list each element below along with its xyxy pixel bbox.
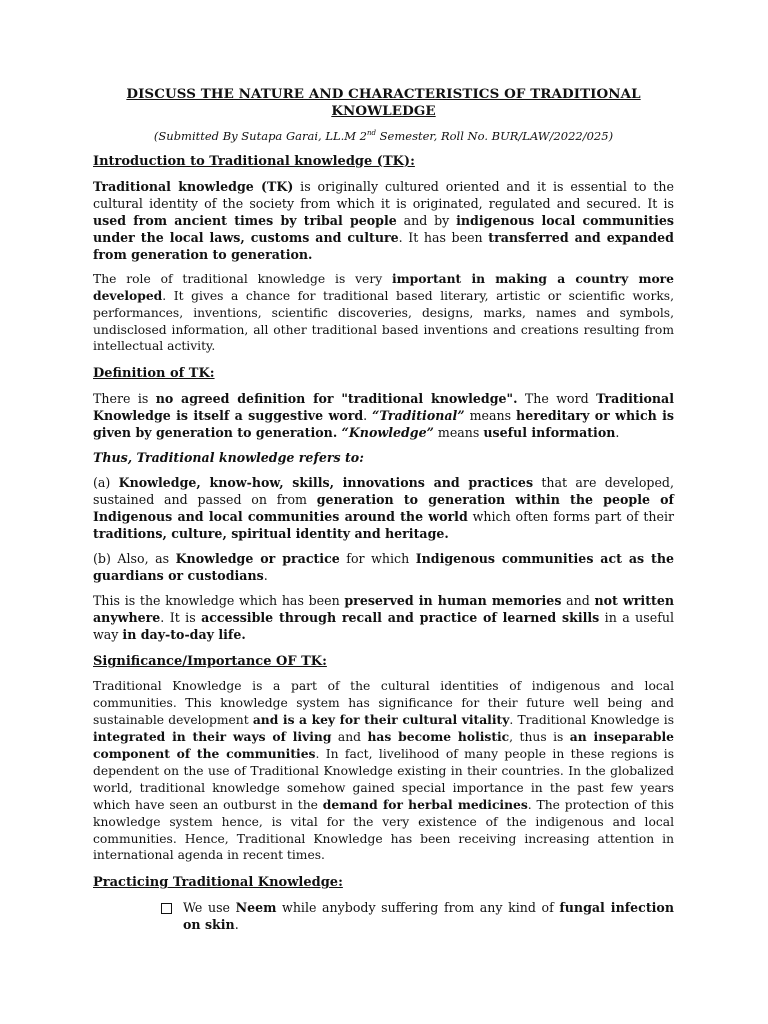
thus-line: Thus, Traditional knowledge refers to: <box>93 450 364 466</box>
checkbox-bullet-icon <box>161 903 172 914</box>
bullet-text: We use Neem while anybody suffering from any kind of fungal infection on skin. <box>183 900 674 933</box>
submission-note: (Submitted By Sutapa Garai, LL.M 2nd Semester, Roll No. BUR/LAW/2022/025) <box>153 128 614 143</box>
definition-heading: Definition of TK: <box>93 366 215 382</box>
bullet-item <box>161 899 674 933</box>
point-a-paragraph: (a) Knowledge, know-how, skills, innovations and practices that are developed, sustained and passed on from generation to generation within the people of Indigenous and local communities around the world which often forms part of their traditions, culture, spiritual identity and heritage. <box>93 475 674 542</box>
practicing-heading: Practicing Traditional Knowledge: <box>93 875 343 891</box>
memory-paragraph: This is the knowledge which has been preserved in human memories and not written anywhere. It is accessible through recall and practice of learned skills in a useful way in day-to-day life. <box>93 593 674 643</box>
definition-paragraph: There is no agreed definition for "traditional knowledge". The word Traditional Knowledge is itself a suggestive word. “Traditional” means hereditary or which is given by generation to generation. “Knowledge” means useful information. <box>93 391 675 441</box>
document-title: DISCUSS THE NATURE AND CHARACTERISTICS OF TRADITIONAL KNOWLEDGE <box>126 86 641 119</box>
role-paragraph: The role of traditional knowledge is very important in making a country more developed. It gives a chance for traditional based literary, artistic or scientific works, performances, inventions, scientific discoveries, designs, marks, names and symbols, undisclosed information, all other traditional based inventions and creations resulting from intellectual activity. <box>93 270 674 354</box>
significance-paragraph: Traditional Knowledge is a part of the cultural identities of indigenous and local communities. This knowledge system has significance for their future well being and sustainable development and is a key for their cultural vitality. Traditional Knowledge is integrated in their ways of living and has become holistic, thus is an inseparable component of the communities. In fact, livelihood of many people in these regions is dependent on the use of Traditional Knowledge existing in their countries. In the globalized world, traditional knowledge somehow gained special importance in the past few years which have seen an outburst in the demand for herbal medicines. The protection of this knowledge system hence, is vital for the very existence of the indigenous and local communities. Hence, Traditional Knowledge has been receiving increasing attention in international agenda in recent times. <box>93 679 675 863</box>
significance-heading: Significance/Importance OF TK: <box>93 654 327 670</box>
intro-paragraph: Traditional knowledge (TK) is originally cultured oriented and it is essential to the cultural identity of the society from which it is originated, regulated and secured. It is used from ancient times by tribal people and by indigenous local communities under the local laws, customs and culture. It has been transferred and expanded from generation to generation. <box>93 178 674 262</box>
point-b-paragraph: (b) Also, as Knowledge or practice for which Indigenous communities act as the guardians or custodians. <box>93 551 675 584</box>
intro-heading: Introduction to Traditional knowledge (TK): <box>93 153 415 169</box>
